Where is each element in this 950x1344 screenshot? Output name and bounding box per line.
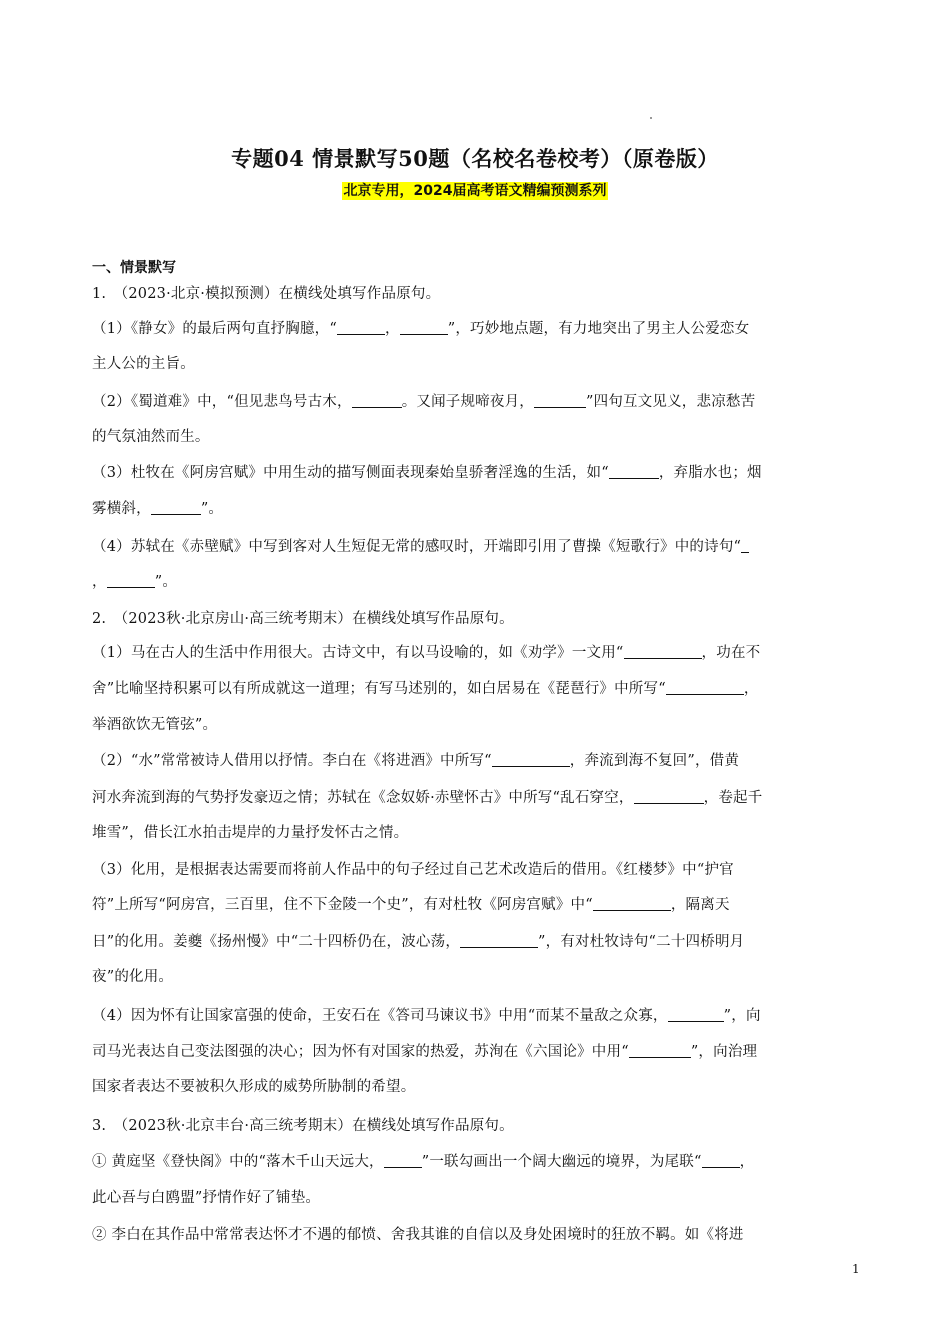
text-line xyxy=(92,352,195,373)
line-text: 司马光表达自己变法图强的决心；因为怀有对国家的热爱，苏洵在《六国论》中用“ xyxy=(92,1044,629,1060)
line-text: （2）“水”常常被诗人借用以抒情。李白在《将进酒》中所写“ xyxy=(92,753,492,769)
line-text: ”，有对杜牧诗句“二十四桥明月 xyxy=(538,934,745,950)
line-text: ”，向治理 xyxy=(690,1044,758,1060)
fill-blank[interactable] xyxy=(337,320,385,336)
line-text: ① 黄庭坚《登快阁》中的“落木千山天远大， xyxy=(92,1154,384,1170)
text-line xyxy=(92,1114,514,1135)
line-text: （3）化用，是根据表达需要而将前人作品中的句子经过自己艺术改造后的借用。《红楼梦》中“护官 xyxy=(92,862,734,878)
fill-blank[interactable] xyxy=(492,752,570,768)
text-line xyxy=(92,1150,754,1171)
fill-blank[interactable] xyxy=(609,464,659,480)
line-text: 主人公的主旨。 xyxy=(92,356,195,372)
fill-blank[interactable] xyxy=(400,320,448,336)
line-text: ”，向 xyxy=(723,1008,761,1024)
text-line xyxy=(92,461,762,482)
text-line xyxy=(92,570,177,591)
document-title: 专题04 情景默写50题（名校名卷校考）（原卷版） xyxy=(231,146,719,171)
line-text: 日”的化用。姜夔《扬州慢》中“二十四桥仍在，波心荡， xyxy=(92,934,461,950)
text-line xyxy=(92,786,762,807)
text-line xyxy=(92,930,744,951)
line-text: ，功在不 xyxy=(701,645,761,661)
line-text: ， xyxy=(92,574,107,590)
line-text: 雾横斜， xyxy=(92,501,151,517)
fill-blank[interactable] xyxy=(668,1007,724,1023)
text-line xyxy=(92,1223,744,1244)
line-text: （4）因为怀有让国家富强的使命，王安石在《答司马谏议书》中用“而某不量敌之众寡， xyxy=(92,1008,668,1024)
line-text: 1. （2023·北京·模拟预测）在横线处填写作品原句。 xyxy=(92,286,441,302)
text-line xyxy=(92,713,217,734)
line-text: ”一联勾画出一个阔大幽远的境界，为尾联“ xyxy=(421,1154,702,1170)
fill-blank[interactable] xyxy=(624,644,702,660)
line-text: ， xyxy=(739,1154,755,1170)
line-text: （3）杜牧在《阿房宫赋》中用生动的描写侧面表现秦始皇骄奢淫逸的生活，如“ xyxy=(92,465,609,481)
fill-blank[interactable] xyxy=(151,500,201,516)
line-text: 国家者表达不要被积久形成的威势所胁制的希望。 xyxy=(92,1079,416,1095)
line-text: 举酒欲饮无管弦”。 xyxy=(92,717,218,733)
text-line xyxy=(92,677,759,698)
text-line xyxy=(92,965,173,986)
text-line xyxy=(92,390,755,411)
line-text: （1）马在古人的生活中作用很大。古诗文中，有以马设喻的，如《劝学》一文用“ xyxy=(92,645,624,661)
text-line xyxy=(92,893,730,914)
text-line xyxy=(92,317,749,338)
line-text: ”，巧妙地点题，有力地突出了男主人公爱恋女 xyxy=(447,321,750,337)
line-text: ， xyxy=(743,681,759,697)
line-text: 。又闻子规啼夜月， xyxy=(401,394,534,410)
document-subtitle: 北京专用，2024届高考语文精编预测系列 xyxy=(343,183,607,199)
line-text: 符”上所写“阿房宫，三百里，住不下金陵一个史”，有对杜牧《阿房宫赋》中“ xyxy=(92,897,593,913)
page-number: 1 xyxy=(852,1262,860,1276)
line-text: ，奔流到海不复回”，借黄 xyxy=(569,753,740,769)
line-text: （1）《静女》的最后两句直抒胸臆，“ xyxy=(92,321,337,337)
line-text: 2. （2023秋·北京房山·高三统考期末）在横线处填写作品原句。 xyxy=(92,611,514,627)
mark-dot xyxy=(650,117,652,119)
line-text: 堆雪”，借长江水拍击堤岸的力量抒发怀古之情。 xyxy=(92,825,409,841)
line-text: ② 李白在其作品中常常表达怀才不遇的郁愤、舍我其谁的自信以及身处困境时的狂放不羁。如《将进 xyxy=(92,1227,744,1243)
line-text: 河水奔流到海的气势抒发豪迈之情；苏轼在《念奴娇·赤壁怀古》中所写“乱石穿空， xyxy=(92,790,634,806)
section-heading: 一、情景默写 xyxy=(92,260,176,276)
line-text: ，隔离天 xyxy=(670,897,730,913)
text-line xyxy=(92,607,514,628)
line-text: ”。 xyxy=(200,501,224,517)
text-line xyxy=(92,821,408,842)
line-text: ， xyxy=(385,321,400,337)
text-line xyxy=(92,1186,320,1207)
text-line xyxy=(92,282,440,303)
text-line xyxy=(92,535,749,556)
line-text: 的气氛油然而生。 xyxy=(92,429,210,445)
text-line xyxy=(92,497,223,518)
fill-blank[interactable] xyxy=(593,896,671,912)
line-text: ，弃脂水也；烟 xyxy=(658,465,762,481)
text-line xyxy=(92,858,734,879)
fill-blank[interactable] xyxy=(702,1153,740,1169)
fill-blank[interactable] xyxy=(107,573,155,589)
fill-blank[interactable] xyxy=(384,1153,422,1169)
fill-blank[interactable] xyxy=(534,393,586,409)
line-text: 此心吾与白鸥盟”抒情作好了铺垫。 xyxy=(92,1190,321,1206)
fill-blank[interactable] xyxy=(629,1043,691,1059)
line-text: 夜”的化用。 xyxy=(92,969,174,985)
fill-blank[interactable] xyxy=(352,393,402,409)
text-line xyxy=(92,1040,757,1061)
fill-blank[interactable] xyxy=(460,933,538,949)
text-line xyxy=(92,641,760,662)
line-text: 3. （2023秋·北京丰台·高三统考期末）在横线处填写作品原句。 xyxy=(92,1118,514,1134)
line-text: ”四句互文见义，悲凉愁苦 xyxy=(586,394,756,410)
text-line xyxy=(92,749,739,770)
fill-blank[interactable] xyxy=(741,538,749,554)
line-text: ”。 xyxy=(154,574,178,590)
line-text: （4）苏轼在《赤壁赋》中写到客对人生短促无常的感叹时，开端即引用了曹操《短歌行》中的诗句“ xyxy=(92,539,742,555)
line-text: 舍”比喻坚持积累可以有所成就这一道理；有写马述别的，如白居易在《琵琶行》中所写“ xyxy=(92,681,666,697)
text-line xyxy=(92,1075,415,1096)
fill-blank[interactable] xyxy=(634,789,704,805)
fill-blank[interactable] xyxy=(666,680,744,696)
subtitle-wrap xyxy=(0,180,950,200)
text-line xyxy=(92,425,210,446)
line-text: ，卷起千 xyxy=(703,790,763,806)
line-text: （2）《蜀道难》中，“但见悲鸟号古木， xyxy=(92,394,352,410)
text-line xyxy=(92,1004,761,1025)
